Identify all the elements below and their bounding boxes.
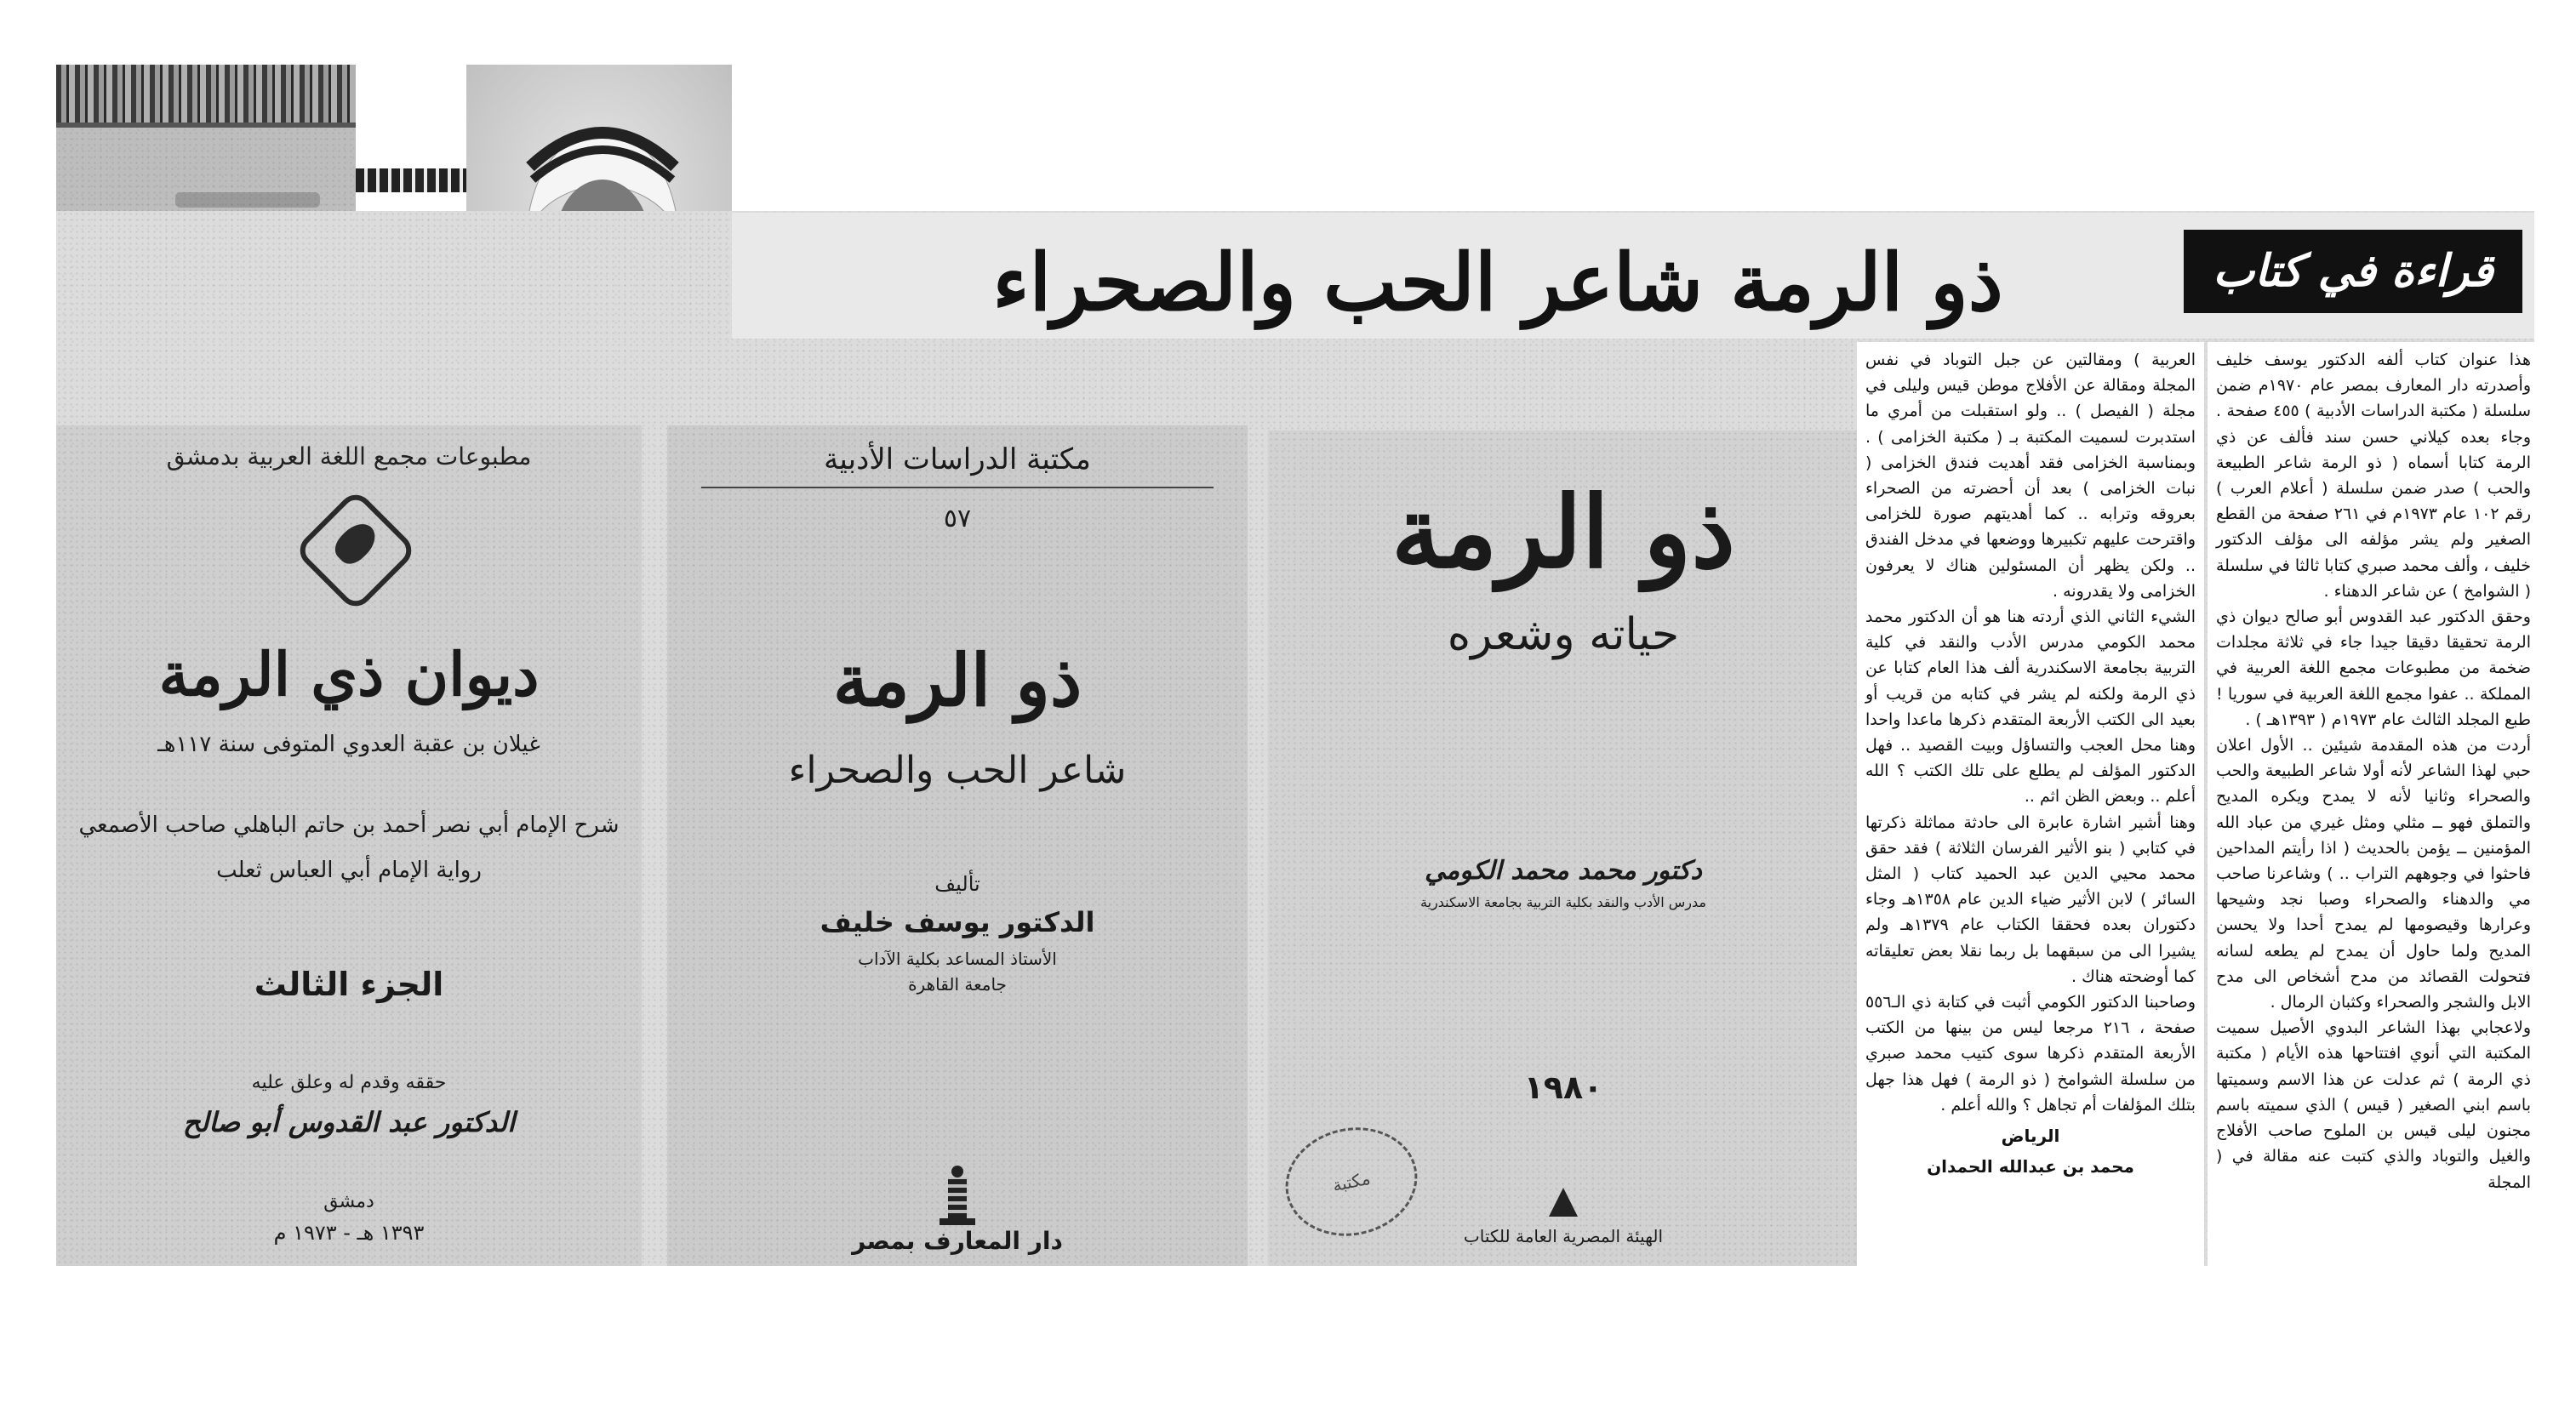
cover-by-label: تأليف (934, 872, 980, 896)
headline: ذو الرمة شاعر الحب والصحراء (992, 237, 2003, 328)
article-paragraph: ولاعجابي بهذا الشاعر البدوي الأصيل سميت المكتبة التي أنوي افتتاحها هذه الأيام ( مكتبة ذي الرمة ) ثم عدلت عن هذا الاسم وسميتها باسم ابني الصغير ( قيس ) الذي سميته باسم مجنون ليلى قيس بن الملوح صاحب الأفلاج والغيل والتوباد والذي كتبت عنه مقالة في ( المجلة (2216, 1018, 2531, 1192)
section-label: قراءة في كتاب (2184, 230, 2522, 313)
cover-date: ١٣٩٣ هـ - ١٩٧٣ م (273, 1221, 425, 1245)
cover-editor: الدكتور عبد القدوس أبو صالح (182, 1106, 516, 1138)
publisher-logo-icon (1549, 1188, 1578, 1217)
cover-publisher: دار المعارف بمصر (852, 1227, 1063, 1255)
cover-author: الدكتور يوسف خليف (820, 906, 1095, 938)
book-cover-khalif (667, 425, 1248, 1266)
article-paragraph: وهنا أشير اشارة عابرة الى حادثة مماثلة ذكرتها في كتابي ( بنو الأثير الفرسان الثلاثة ) فقد حقق محمد محيي الدين عبد الحميد كتاب ( المثل السائر ) لابن الأثير ضياء الدين عام ١٣٥٨هـ وجاء دكتوران بعده فحققا الكتاب عام ١٣٧٩هـ ولم يشيرا الى من سبقهما بل ربما نقلا بعض تعليقاته كما أوضحته هناك . (1865, 812, 2196, 986)
cover-title: ديوان ذي الرمة (158, 639, 540, 710)
cover-university: جامعة القاهرة (908, 974, 1007, 995)
cover-title: ذو الرمة (832, 638, 1082, 722)
article-paragraph: وصاحبنا الدكتور الكومي أثبت في كتابة ذي الـ٥٥٦ صفحة ، ٢١٦ مرجعا ليس من بينها من الكتب الأربعة المتقدم ذكرها سوى كتيب محمد صبري من سلسلة الشوامخ ( ذو الرمة ) فهل هذا جهل بتلك المؤلفات أم تجاهل ؟ والله أعلم . (1865, 993, 2196, 1115)
article-paragraph: أردت من هذه المقدمة شيئين .. الأول اعلان حبي لهذا الشاعر لأنه أولا شاعر الطبيعة والحب والصحراء وثانيا لأنه لا يمدح ويكره المديح والتملق فهو ــ مثلي ومثل غيري من عباد الله المؤمنين ــ يؤمن بالحديث ( اذا رأيتم المداحين فاحثوا في وجوههم التراب .. ) وشاعرنا صاحب مي والدهناء والصحراء وصبا نجد وشيحها وعرارها وقيصومها لم يمدح أحدا ولا يحسن المديح ولما حاول أن يمدح لم يطعه لسانه فتحولت القصائد من مدح أشخاص الى مدح الابل والشجر والصحراء وكثبان الرمال . (2216, 736, 2531, 1012)
cover-year: ١٩٨٠ (1523, 1069, 1603, 1106)
article-city: الرياض (2001, 1126, 2060, 1147)
article-paragraph: العربية ) ومقالتين عن جبل التوباد في نفس المجلة ومقالة عن الأفلاج موطن قيس وليلى في مجلة ( الفيصل ) .. ولو استقبلت من أمري ما استدبرت لسميت المكتبة بـ ( مكتبة الخزامى ) . وبمناسبة الخزامى فقد أهديت فندق الخزامى ( نبات الخزامى ) بعد أن أحضرته من الصحراء بعروقه وترابه .. كما أهديتهم صورة للخزامى واقترحت عليهم تكبيرها ووضعها في مدخل الفندق .. ولكن يظهر أن المسئولين هناك لا يعرفون الخزامى ولا يقدرونه . (1865, 351, 2196, 601)
article-column-left (1857, 342, 2204, 1295)
cover-author-title: الأستاذ المساعد بكلية الآداب (858, 949, 1057, 969)
lighthouse-logo-icon (936, 1166, 979, 1225)
cover-volume: الجزء الثالث (254, 966, 444, 1003)
article-author: محمد بن عبدالله الحمدان (1927, 1156, 2134, 1177)
cover-author-title: مدرس الأدب والنقد بكلية التربية بجامعة الاسكندرية (1419, 894, 1706, 910)
cover-number: ٥٧ (943, 504, 972, 533)
cover-narration: رواية الإمام أبي العباس ثعلب (216, 858, 482, 883)
article-paragraph: الشيء الثاني الذي أردته هنا هو أن الدكتور محمد محمد الكومي مدرس الأدب والنقد في كلية التربية بجامعة الاسكندرية ألف هذا العام كتابا عن ذي الرمة ولكنه لم يشر في كتابه من قريب أو بعيد الى الكتب الأربعة المتقدم ذكرها ماعدا واحدا وهنا محل العجب والتساؤل وبيت القصيد .. فهل الدكتور المؤلف لم يطلع على تلك الكتب ؟ الله أعلم .. وبعض الظن اثم .. (1865, 607, 2196, 807)
cover-poet: غيلان بن عقبة العدوي المتوفى سنة ١١٧هـ (157, 732, 540, 757)
cover-series: مكتبة الدراسات الأدبية (824, 442, 1091, 476)
book-cover-diwan (56, 425, 642, 1266)
academy-emblem-icon (293, 487, 418, 613)
photo-separator (356, 168, 466, 192)
cover-city: دمشق (323, 1191, 374, 1212)
cover-author: دكتور محمد محمد الكومي (1425, 856, 1702, 886)
ornamental-border (56, 65, 356, 123)
ornamental-line (56, 123, 356, 128)
series-underline (701, 487, 1214, 488)
blurred-cover-title (175, 192, 320, 208)
book-cover-kumi (1268, 430, 1859, 1266)
cover-subtitle: حياته وشعره (1447, 609, 1680, 660)
cover-commentary: شرح الإمام أبي نصر أحمد بن حاتم الباهلي صاحب الأصمعي (78, 812, 620, 838)
article-column-right (2208, 342, 2539, 1276)
cover-title: ذو الرمة (1391, 475, 1735, 590)
cover-series: مطبوعات مجمع اللغة العربية بدمشق (166, 442, 532, 470)
cover-publisher: الهيئة المصرية العامة للكتاب (1463, 1226, 1664, 1246)
article-paragraph: وحقق الدكتور عبد القدوس أبو صالح ديوان ذي الرمة تحقيقا دقيقا جيدا جاء في ثلاثة مجلدات ضخمة من مطبوعات مجمع اللغة العربية في المملكة .. عفوا مجمع اللغة العربية في سوريا ! طبع المجلد الثالث عام ١٩٧٣م ( ١٣٩٣هـ ) . (2216, 607, 2531, 729)
cover-editor-label: حققه وقدم له وعلق عليه (251, 1072, 447, 1093)
cover-subtitle: شاعر الحب والصحراء (788, 749, 1127, 792)
library-stamp: مكتبة (1276, 1115, 1428, 1248)
article-paragraph: هذا عنوان كتاب ألفه الدكتور يوسف خليف وأصدرته دار المعارف بمصر عام ١٩٧٠م ضمن سلسلة ( مكتبة الدراسات الأدبية ) ٤٥٥ صفحة . وجاء بعده كيلاني حسن سند فألف عن ذي الرمة كتابا أسماه ( ذو الرمة شاعر الطبيعة والحب ) صدر ضمن سلسلة ( أعلام العرب ) رقم ١٠٢ عام ١٩٧٣م في ٢٦١ صفحة من القطع الصغير ولم يشر مؤلفه الى مؤلف الدكتور خليف ، وألف محمد صبري كتابا ثالثا في سلسلة ( الشوامخ ) عن شاعر الدهناء . (2216, 351, 2532, 601)
